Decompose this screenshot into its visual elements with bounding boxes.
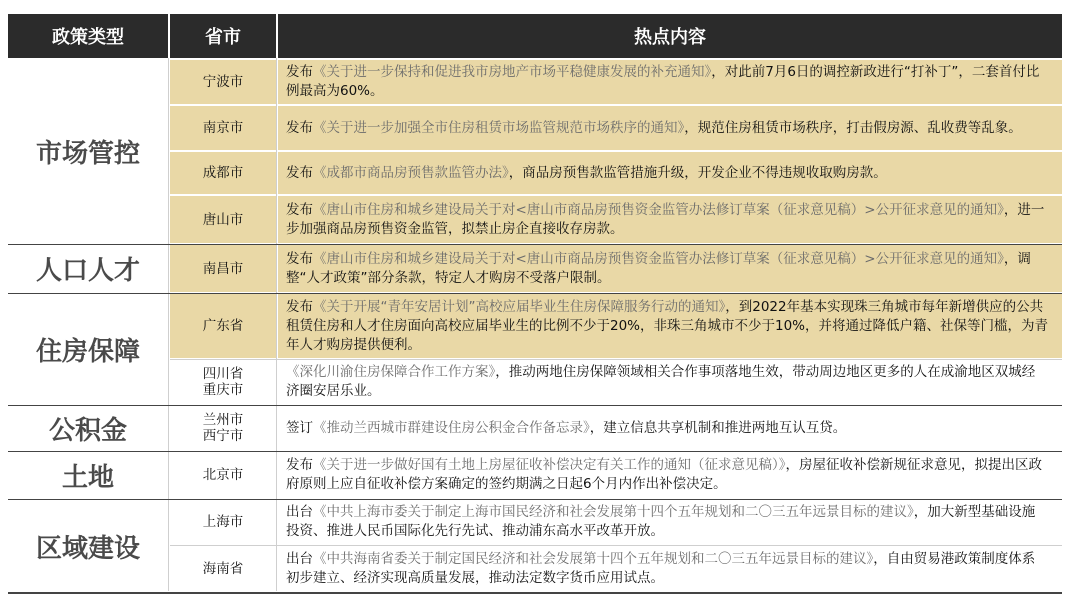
document-title: 《关于开展“青年安居计划”高校应届毕业生住房保障服务行动的通知》 xyxy=(313,298,726,315)
document-title: 《推动兰西城市群建设住房公积金合作备忘录》 xyxy=(313,419,590,436)
row-city: 唐山市 xyxy=(170,196,276,243)
row-content xyxy=(278,106,1062,150)
category-regional-development: 区域建设 xyxy=(8,500,168,592)
group-divider xyxy=(8,405,1062,407)
table-bottom-border xyxy=(8,592,1062,594)
row-content xyxy=(278,294,1062,358)
action-verb: 发布 xyxy=(286,119,313,136)
row-city: 南京市 xyxy=(170,106,276,150)
action-verb: 发布 xyxy=(286,457,313,473)
row-city: 北京市 xyxy=(202,467,244,483)
row-content xyxy=(278,546,1062,592)
action-verb: 发布 xyxy=(286,164,313,181)
header-hot-content: 热点内容 xyxy=(278,14,1062,58)
group-divider xyxy=(8,293,1062,295)
group-divider xyxy=(8,244,1062,246)
document-title: 《关于进一步保持和促进我市房地产市场平稳健康发展的补充通知》 xyxy=(313,64,712,80)
category-population-talent: 人口人才 xyxy=(8,245,168,292)
row-content xyxy=(278,152,1062,194)
category-land: 土地 xyxy=(8,452,168,498)
row-content xyxy=(278,196,1062,243)
content-summary: ，房屋征收补偿新规征求意见，拟提出区政府原则上应自征收补偿方案确定的签约期满之日起6个月内作出补偿决定。 xyxy=(286,457,1042,492)
header-policy-type: 政策类型 xyxy=(8,14,168,58)
content-summary: ，对此前7月6日的调控新政进行“打补丁”，二套首付比例最高为60%。 xyxy=(286,64,1040,99)
action-verb: 出台 xyxy=(286,504,313,520)
row-content xyxy=(278,500,1062,544)
row-city: 海南省 xyxy=(202,561,244,577)
row-city: 兰州市 西宁市 xyxy=(202,412,244,444)
document-title: 《深化川渝住房保障合作工作方案》 xyxy=(286,364,496,380)
row-city: 广东省 xyxy=(170,294,276,358)
column-divider xyxy=(168,58,169,591)
content-summary: ，自由贸易港政策制度体系初步建立、经济实现高质量发展，推动法定数字货币应用试点。 xyxy=(286,551,1036,586)
document-title: 《成都市商品房预售款监管办法》 xyxy=(313,164,509,181)
content-summary: ，加大新型基础设施投资、推进人民币国际化先行先试、推动浦东高水平改革开放。 xyxy=(286,504,1036,539)
content-summary: ，进一步加强商品房预售资金监管，拟禁止房企直接收存房款。 xyxy=(286,201,1045,237)
row-content xyxy=(278,60,1062,104)
group-divider xyxy=(8,451,1062,453)
action-verb: 发布 xyxy=(286,250,313,267)
document-title: 《中共海南省委关于制定国民经济和社会发展第十四个五年规划和二〇三五年远景目标的建议》 xyxy=(313,551,874,567)
row-content xyxy=(278,245,1062,292)
document-title: 《唐山市住房和城乡建设局关于对<唐山市商品房预售资金监管办法修订草案（征求意见稿）>公开征求意见的通知》 xyxy=(313,250,1004,267)
row-city: 上海市 xyxy=(202,514,244,530)
row-content xyxy=(278,452,1062,498)
action-verb: 出台 xyxy=(286,551,313,567)
column-divider xyxy=(276,58,277,591)
document-title: 《唐山市住房和城乡建设局关于对<唐山市商品房预售资金监管办法修订草案（征求意见稿）>公开征求意见的通知》 xyxy=(313,201,1004,218)
row-city: 四川省 重庆市 xyxy=(202,366,244,398)
row-divider xyxy=(170,359,1062,360)
document-title: 《中共上海市委关于制定上海市国民经济和社会发展第十四个五年规划和二〇三五年远景目标的建议》 xyxy=(313,504,914,520)
row-city: 成都市 xyxy=(170,152,276,194)
category-market-control: 市场管控 xyxy=(8,60,168,243)
group-divider xyxy=(8,499,1062,501)
header-province-city: 省市 xyxy=(170,14,276,58)
row-city: 南昌市 xyxy=(170,245,276,292)
content-summary: ，建立信息共享机制和推进两地互认互贷。 xyxy=(589,419,847,436)
document-title: 《关于进一步加强全市住房租赁市场监管规范市场秩序的通知》 xyxy=(313,119,685,136)
content-summary: ，到2022年基本实现珠三角城市每年新增供应的公共租赁住房和人才住房面向高校应届毕业生的比例不少于20%，非珠三角城市不少于10%，并将通过降低户籍、社保等门槛，为青年人才购房提供便利。 xyxy=(286,298,1049,353)
action-verb: 发布 xyxy=(286,298,313,315)
content-summary: ，商品房预售款监管措施升级，开发企业不得违规收取购房款。 xyxy=(508,164,887,181)
document-title: 《关于进一步做好国有土地上房屋征收补偿决定有关工作的通知（征求意见稿）》 xyxy=(313,457,786,473)
action-verb: 发布 xyxy=(286,201,313,218)
category-housing-security: 住房保障 xyxy=(8,294,168,404)
content-summary: ，规范住房租赁市场秩序，打击假房源、乱收费等乱象。 xyxy=(684,119,1022,136)
content-summary: ，调整“人才政策”部分条款，特定人才购房不受落户限制。 xyxy=(286,250,1031,286)
content-summary: ，推动两地住房保障领域相关合作事项落地生效，带动周边地区更多的人在成渝地区双城经济圈安居乐业。 xyxy=(286,364,1036,399)
row-content xyxy=(278,360,1062,404)
row-content xyxy=(278,406,1062,450)
action-verb: 签订 xyxy=(286,419,313,436)
action-verb: 发布 xyxy=(286,64,313,80)
category-housing-fund: 公积金 xyxy=(8,406,168,450)
row-divider xyxy=(170,545,1062,546)
row-city: 宁波市 xyxy=(170,60,276,104)
